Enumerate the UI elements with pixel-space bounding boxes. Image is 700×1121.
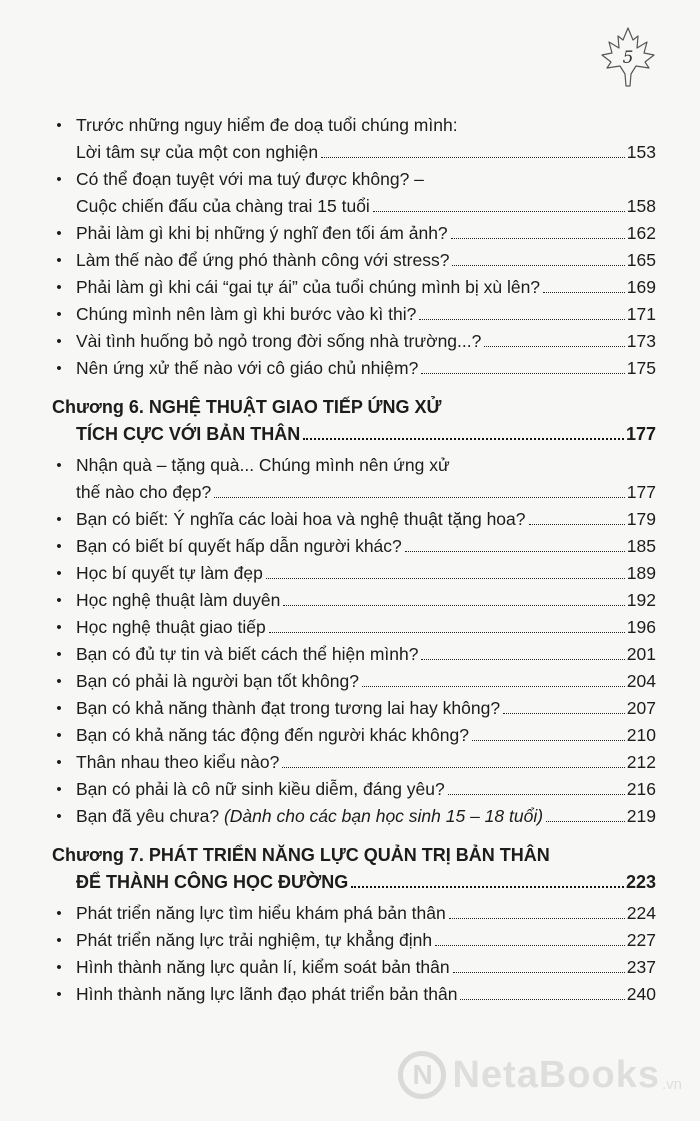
entry-title: Lời tâm sự của một con nghiện xyxy=(76,142,319,162)
bullet-icon: • xyxy=(56,538,62,555)
toc-entry[interactable] xyxy=(52,301,656,328)
dot-leader xyxy=(283,605,624,606)
bullet-icon: • xyxy=(56,700,62,717)
bullet-icon: • xyxy=(56,252,62,269)
entry-row xyxy=(76,139,656,166)
entry-title-wrap xyxy=(76,560,263,587)
toc-entry[interactable] xyxy=(52,668,656,695)
entry-row xyxy=(76,328,656,355)
bullet-icon: • xyxy=(56,932,62,949)
entry-title-wrap xyxy=(76,193,370,220)
entry-title: Học nghệ thuật làm duyên xyxy=(76,590,281,610)
bullet-icon: • xyxy=(56,333,62,350)
entry-title-wrap xyxy=(76,479,211,506)
dot-leader xyxy=(484,346,624,347)
entry-row xyxy=(76,301,656,328)
entry-row xyxy=(76,954,656,981)
entry-title-italic: (Dành cho các bạn học sinh 15 – 18 tuổi) xyxy=(223,806,544,826)
chapter-title-line2: TÍCH CỰC VỚI BẢN THÂN xyxy=(76,424,301,444)
entry-page-number: 189 xyxy=(626,563,656,583)
entry-title-wrap xyxy=(76,614,266,641)
toc-entry[interactable] xyxy=(52,533,656,560)
bullet-icon: • xyxy=(56,905,62,922)
toc-entry[interactable] xyxy=(52,776,656,803)
entry-page-number: 179 xyxy=(626,509,656,529)
entry-page-number: 216 xyxy=(626,779,656,799)
bullet-icon: • xyxy=(56,986,62,1003)
entry-title: Bạn có phải là cô nữ sinh kiều diễm, đáng yêu? xyxy=(76,779,445,799)
entry-page-number: 192 xyxy=(626,590,656,610)
entry-page-number: 171 xyxy=(626,304,656,324)
entry-title-wrap xyxy=(76,981,457,1008)
entry-title-wrap xyxy=(76,355,418,382)
bullet-icon: • xyxy=(56,727,62,744)
entry-title-wrap xyxy=(76,776,445,803)
page-header xyxy=(600,26,656,88)
entry-title: Hình thành năng lực quản lí, kiểm soát bản thân xyxy=(76,957,450,977)
bullet-icon: • xyxy=(56,673,62,690)
entry-page-number: 165 xyxy=(626,250,656,270)
toc-entry[interactable] xyxy=(52,587,656,614)
toc-entry[interactable] xyxy=(52,274,656,301)
watermark-logo xyxy=(398,1051,446,1099)
bullet-icon: • xyxy=(56,306,62,323)
toc-entry[interactable] xyxy=(52,452,656,506)
dot-leader xyxy=(269,632,625,633)
entry-title: thế nào cho đẹp? xyxy=(76,482,212,502)
entry-title: Bạn có biết: Ý nghĩa các loài hoa và nghệ thuật tặng hoa? xyxy=(76,509,526,529)
dot-leader xyxy=(451,238,625,239)
entry-title: Phát triển năng lực tìm hiểu khám phá bản thân xyxy=(76,903,446,923)
entry-title-line1: Trước những nguy hiểm đe doạ tuổi chúng mình: xyxy=(76,115,458,135)
bullet-icon: • xyxy=(56,225,62,242)
entry-title-line1: Nhận quà – tặng quà... Chúng mình nên ứng xử xyxy=(76,455,450,475)
entry-row xyxy=(76,193,656,220)
toc-entry[interactable] xyxy=(52,900,656,927)
entry-title-wrap xyxy=(76,749,279,776)
entry-page-number: 204 xyxy=(626,671,656,691)
chapter-title-row xyxy=(52,421,656,448)
entry-title: Hình thành năng lực lãnh đạo phát triển bản thân xyxy=(76,984,458,1004)
dot-leader xyxy=(452,265,624,266)
dot-leader xyxy=(543,292,625,293)
toc-entry[interactable] xyxy=(52,328,656,355)
entry-title: Học bí quyết tự làm đẹp xyxy=(76,563,263,583)
entry-title: Cuộc chiến đấu của chàng trai 15 tuổi xyxy=(76,196,370,216)
entry-page-number: 237 xyxy=(626,957,656,977)
dot-leader xyxy=(321,157,625,158)
bullet-icon: • xyxy=(56,457,62,474)
dot-leader xyxy=(362,686,625,687)
dot-leader xyxy=(448,794,625,795)
entry-row xyxy=(76,614,656,641)
toc-entry[interactable] xyxy=(52,247,656,274)
dot-leader xyxy=(266,578,625,579)
entry-row xyxy=(76,355,656,382)
entry-title: Nên ứng xử thế nào với cô giáo chủ nhiệm? xyxy=(76,358,419,378)
toc-section xyxy=(52,842,656,1008)
entry-row xyxy=(76,722,656,749)
entry-page-number: 169 xyxy=(626,277,656,297)
entry-title: Bạn đã yêu chưa? xyxy=(76,806,220,826)
table-of-contents xyxy=(52,112,656,1008)
toc-entry[interactable] xyxy=(52,927,656,954)
entry-page-number: 212 xyxy=(626,752,656,772)
entry-title: Phải làm gì khi cái “gai tự ái” của tuổi chúng mình bị xù lên? xyxy=(76,277,541,297)
chapter-heading[interactable] xyxy=(52,842,656,896)
entry-row xyxy=(76,668,656,695)
bullet-icon: • xyxy=(56,754,62,771)
entry-title-wrap xyxy=(76,668,359,695)
dot-leader xyxy=(453,972,625,973)
bullet-icon: • xyxy=(56,592,62,609)
toc-entry[interactable] xyxy=(52,641,656,668)
dot-leader xyxy=(303,438,624,440)
dot-leader xyxy=(546,821,625,822)
entry-title: Bạn có biết bí quyết hấp dẫn người khác? xyxy=(76,536,402,556)
entry-row xyxy=(76,220,656,247)
entry-row xyxy=(76,274,656,301)
entry-page-number: 175 xyxy=(626,358,656,378)
watermark-suffix: .vn xyxy=(661,1076,682,1093)
entry-title-wrap xyxy=(76,506,526,533)
entry-title-wrap xyxy=(76,247,449,274)
entry-row xyxy=(76,479,656,506)
chapter-page-number: 177 xyxy=(625,424,656,444)
toc-entry[interactable] xyxy=(52,166,656,220)
entry-row xyxy=(76,981,656,1008)
entry-title-wrap xyxy=(76,722,469,749)
bullet-icon: • xyxy=(56,619,62,636)
bullet-icon: • xyxy=(56,959,62,976)
entry-title: Bạn có khả năng tác động đến người khác không? xyxy=(76,725,469,745)
entry-title-wrap xyxy=(76,139,318,166)
chapter-title-line2: ĐỂ THÀNH CÔNG HỌC ĐƯỜNG xyxy=(76,872,349,892)
toc-entry[interactable] xyxy=(52,355,656,382)
entry-page-number: 219 xyxy=(626,806,656,826)
dot-leader xyxy=(435,945,625,946)
entry-title: Thân nhau theo kiểu nào? xyxy=(76,752,280,772)
bullet-icon: • xyxy=(56,646,62,663)
toc-entry[interactable] xyxy=(52,220,656,247)
entry-title-wrap xyxy=(76,803,543,830)
dot-leader xyxy=(529,524,625,525)
dot-leader xyxy=(472,740,625,741)
entry-row xyxy=(76,776,656,803)
dot-leader xyxy=(282,767,624,768)
entry-row xyxy=(76,641,656,668)
entry-page-number: 224 xyxy=(626,903,656,923)
entry-page-number: 196 xyxy=(626,617,656,637)
entry-row xyxy=(76,560,656,587)
entry-title-wrap xyxy=(76,641,418,668)
entry-page-number: 210 xyxy=(626,725,656,745)
toc-entry[interactable] xyxy=(52,614,656,641)
dot-leader xyxy=(449,918,625,919)
entry-title-wrap xyxy=(76,328,481,355)
entry-page-number: 201 xyxy=(626,644,656,664)
toc-entry[interactable] xyxy=(52,803,656,830)
entry-title-wrap xyxy=(76,695,500,722)
dot-leader xyxy=(421,373,624,374)
entry-page-number: 185 xyxy=(626,536,656,556)
toc-entry[interactable] xyxy=(52,981,656,1008)
bullet-icon: • xyxy=(56,808,62,825)
entry-title: Chúng mình nên làm gì khi bước vào kì thi? xyxy=(76,304,417,324)
entry-row xyxy=(76,587,656,614)
toc-entry[interactable] xyxy=(52,954,656,981)
dot-leader xyxy=(373,211,625,212)
toc-entry[interactable] xyxy=(52,722,656,749)
entry-title: Phải làm gì khi bị những ý nghĩ đen tối ám ảnh? xyxy=(76,223,448,243)
bullet-icon: • xyxy=(56,511,62,528)
entry-title-wrap xyxy=(76,900,446,927)
bullet-icon: • xyxy=(56,360,62,377)
toc-section xyxy=(52,112,656,382)
dot-leader xyxy=(503,713,625,714)
dot-leader xyxy=(421,659,624,660)
entry-row xyxy=(76,927,656,954)
entry-title-wrap xyxy=(76,587,280,614)
toc-entry[interactable] xyxy=(52,560,656,587)
entry-page-number: 227 xyxy=(626,930,656,950)
entry-page-number: 162 xyxy=(626,223,656,243)
entry-title-line1: Có thể đoạn tuyệt với ma tuý được không? – xyxy=(76,169,424,189)
dot-leader xyxy=(419,319,624,320)
dot-leader xyxy=(405,551,625,552)
entry-row xyxy=(76,749,656,776)
entry-title: Bạn có đủ tự tin và biết cách thể hiện mình? xyxy=(76,644,419,664)
entry-title-wrap xyxy=(76,927,432,954)
toc-entry[interactable] xyxy=(52,506,656,533)
bullet-icon: • xyxy=(56,279,62,296)
entry-row xyxy=(76,533,656,560)
entry-title: Làm thế nào để ứng phó thành công với stress? xyxy=(76,250,450,270)
bullet-icon: • xyxy=(56,565,62,582)
entry-page-number: 240 xyxy=(626,984,656,1004)
entry-title-wrap xyxy=(76,533,402,560)
watermark-brand: NetaBooks xyxy=(452,1053,660,1096)
entry-page-number: 158 xyxy=(626,196,656,216)
toc-entry[interactable] xyxy=(52,112,656,166)
chapter-title-line1: Chương 6. NGHỆ THUẬT GIAO TIẾP ỨNG XỬ xyxy=(52,397,442,417)
chapter-heading[interactable] xyxy=(52,394,656,448)
dot-leader xyxy=(460,999,624,1000)
watermark-logo-letter: N xyxy=(412,1059,433,1090)
entry-title: Vài tình huống bỏ ngỏ trong đời sống nhà trường...? xyxy=(76,331,482,351)
entry-title-wrap xyxy=(76,301,416,328)
entry-page-number: 153 xyxy=(626,142,656,162)
entry-page-number: 207 xyxy=(626,698,656,718)
dot-leader xyxy=(351,886,624,888)
toc-entry[interactable] xyxy=(52,749,656,776)
entry-title: Học nghệ thuật giao tiếp xyxy=(76,617,266,637)
bullet-icon: • xyxy=(56,781,62,798)
entry-page-number: 177 xyxy=(626,482,656,502)
entry-row xyxy=(76,695,656,722)
entry-page-number: 173 xyxy=(626,331,656,351)
page-number: 5 xyxy=(622,48,634,68)
bullet-icon: • xyxy=(56,117,62,134)
chapter-page-number: 223 xyxy=(625,872,656,892)
entry-row xyxy=(76,506,656,533)
entry-title: Bạn có khả năng thành đạt trong tương lai hay không? xyxy=(76,698,501,718)
dot-leader xyxy=(214,497,625,498)
bullet-icon: • xyxy=(56,171,62,188)
entry-title-wrap xyxy=(76,954,450,981)
chapter-title-line1: Chương 7. PHÁT TRIỂN NĂNG LỰC QUẢN TRỊ BẢN THÂN xyxy=(52,845,550,865)
entry-title-wrap xyxy=(76,220,448,247)
chapter-title-row xyxy=(52,869,656,896)
watermark xyxy=(398,1051,682,1099)
entry-row xyxy=(76,803,656,830)
toc-entry[interactable] xyxy=(52,695,656,722)
entry-title-wrap xyxy=(76,274,540,301)
toc-section xyxy=(52,394,656,830)
entry-row xyxy=(76,247,656,274)
entry-title: Bạn có phải là người bạn tốt không? xyxy=(76,671,359,691)
entry-row xyxy=(76,900,656,927)
entry-title: Phát triển năng lực trải nghiệm, tự khẳng định xyxy=(76,930,433,950)
